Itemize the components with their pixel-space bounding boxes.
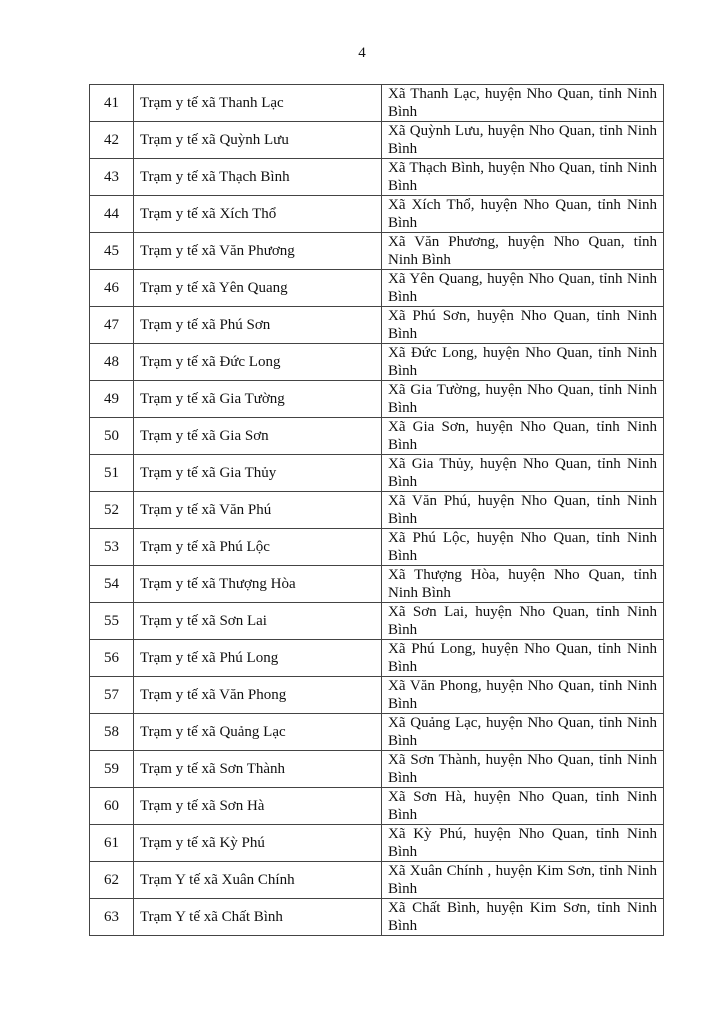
station-name-cell: Trạm y tế xã Thạch Bình bbox=[134, 159, 382, 196]
table-body bbox=[90, 85, 664, 936]
station-address-cell: Xã Phú Sơn, huyện Nho Quan, tỉnh Ninh Bình bbox=[382, 307, 664, 344]
row-number-cell: 61 bbox=[90, 825, 134, 862]
station-name-cell: Trạm y tế xã Sơn Hà bbox=[134, 788, 382, 825]
row-number-cell: 53 bbox=[90, 529, 134, 566]
station-name-cell: Trạm y tế xã Phú Long bbox=[134, 640, 382, 677]
station-name-cell: Trạm Y tế xã Xuân Chính bbox=[134, 862, 382, 899]
station-address-cell: Xã Sơn Lai, huyện Nho Quan, tỉnh Ninh Bình bbox=[382, 603, 664, 640]
station-name-cell: Trạm y tế xã Gia Tường bbox=[134, 381, 382, 418]
station-address-cell: Xã Thượng Hòa, huyện Nho Quan, tỉnh Ninh Bình bbox=[382, 566, 664, 603]
station-name-cell: Trạm y tế xã Sơn Thành bbox=[134, 751, 382, 788]
row-number-cell: 49 bbox=[90, 381, 134, 418]
row-number-cell: 41 bbox=[90, 85, 134, 122]
table-row bbox=[90, 270, 664, 307]
table-row bbox=[90, 344, 664, 381]
table-row bbox=[90, 455, 664, 492]
row-number-cell: 56 bbox=[90, 640, 134, 677]
row-number-cell: 60 bbox=[90, 788, 134, 825]
station-name-cell: Trạm y tế xã Văn Phú bbox=[134, 492, 382, 529]
station-name-cell: Trạm y tế xã Quỳnh Lưu bbox=[134, 122, 382, 159]
station-address-cell: Xã Gia Sơn, huyện Nho Quan, tỉnh Ninh Bình bbox=[382, 418, 664, 455]
station-name-cell: Trạm y tế xã Văn Phong bbox=[134, 677, 382, 714]
station-name-cell: Trạm y tế xã Quảng Lạc bbox=[134, 714, 382, 751]
row-number-cell: 62 bbox=[90, 862, 134, 899]
station-name-cell: Trạm y tế xã Đức Long bbox=[134, 344, 382, 381]
station-name-cell: Trạm y tế xã Gia Thủy bbox=[134, 455, 382, 492]
table-row bbox=[90, 122, 664, 159]
table-row bbox=[90, 714, 664, 751]
station-name-cell: Trạm y tế xã Xích Thổ bbox=[134, 196, 382, 233]
table-row bbox=[90, 381, 664, 418]
station-address-cell: Xã Quỳnh Lưu, huyện Nho Quan, tỉnh Ninh Bình bbox=[382, 122, 664, 159]
row-number-cell: 44 bbox=[90, 196, 134, 233]
table-row bbox=[90, 640, 664, 677]
table-row bbox=[90, 788, 664, 825]
station-address-cell: Xã Thanh Lạc, huyện Nho Quan, tỉnh Ninh Bình bbox=[382, 85, 664, 122]
station-name-cell: Trạm y tế xã Kỳ Phú bbox=[134, 825, 382, 862]
table-row bbox=[90, 677, 664, 714]
station-name-cell: Trạm y tế xã Sơn Lai bbox=[134, 603, 382, 640]
station-name-cell: Trạm y tế xã Thượng Hòa bbox=[134, 566, 382, 603]
station-address-cell: Xã Xuân Chính , huyện Kim Sơn, tỉnh Ninh Bình bbox=[382, 862, 664, 899]
station-name-cell: Trạm y tế xã Yên Quang bbox=[134, 270, 382, 307]
station-name-cell: Trạm y tế xã Thanh Lạc bbox=[134, 85, 382, 122]
row-number-cell: 50 bbox=[90, 418, 134, 455]
table-row bbox=[90, 899, 664, 936]
station-name-cell: Trạm y tế xã Văn Phương bbox=[134, 233, 382, 270]
station-address-cell: Xã Gia Thủy, huyện Nho Quan, tỉnh Ninh Bình bbox=[382, 455, 664, 492]
table-row bbox=[90, 196, 664, 233]
station-address-cell: Xã Văn Phong, huyện Nho Quan, tỉnh Ninh Bình bbox=[382, 677, 664, 714]
row-number-cell: 54 bbox=[90, 566, 134, 603]
station-address-cell: Xã Kỳ Phú, huyện Nho Quan, tỉnh Ninh Bình bbox=[382, 825, 664, 862]
row-number-cell: 47 bbox=[90, 307, 134, 344]
station-address-cell: Xã Văn Phú, huyện Nho Quan, tỉnh Ninh Bình bbox=[382, 492, 664, 529]
station-address-cell: Xã Xích Thổ, huyện Nho Quan, tỉnh Ninh Bình bbox=[382, 196, 664, 233]
row-number-cell: 52 bbox=[90, 492, 134, 529]
table-row bbox=[90, 233, 664, 270]
table-row bbox=[90, 492, 664, 529]
row-number-cell: 48 bbox=[90, 344, 134, 381]
station-address-cell: Xã Đức Long, huyện Nho Quan, tỉnh Ninh Bình bbox=[382, 344, 664, 381]
table-row bbox=[90, 418, 664, 455]
station-address-cell: Xã Chất Bình, huyện Kim Sơn, tỉnh Ninh Bình bbox=[382, 899, 664, 936]
station-address-cell: Xã Văn Phương, huyện Nho Quan, tỉnh Ninh Bình bbox=[382, 233, 664, 270]
station-address-cell: Xã Yên Quang, huyện Nho Quan, tỉnh Ninh Bình bbox=[382, 270, 664, 307]
row-number-cell: 51 bbox=[90, 455, 134, 492]
table-row bbox=[90, 85, 664, 122]
page-number: 4 bbox=[358, 45, 366, 61]
row-number-cell: 59 bbox=[90, 751, 134, 788]
table-row bbox=[90, 603, 664, 640]
health-station-table bbox=[89, 84, 664, 936]
station-address-cell: Xã Quảng Lạc, huyện Nho Quan, tỉnh Ninh Bình bbox=[382, 714, 664, 751]
table-row bbox=[90, 862, 664, 899]
table-row bbox=[90, 825, 664, 862]
station-address-cell: Xã Sơn Hà, huyện Nho Quan, tỉnh Ninh Bình bbox=[382, 788, 664, 825]
row-number-cell: 58 bbox=[90, 714, 134, 751]
station-name-cell: Trạm y tế xã Phú Sơn bbox=[134, 307, 382, 344]
table-row bbox=[90, 751, 664, 788]
station-address-cell: Xã Thạch Bình, huyện Nho Quan, tỉnh Ninh Bình bbox=[382, 159, 664, 196]
row-number-cell: 45 bbox=[90, 233, 134, 270]
row-number-cell: 46 bbox=[90, 270, 134, 307]
row-number-cell: 55 bbox=[90, 603, 134, 640]
table-row bbox=[90, 529, 664, 566]
station-address-cell: Xã Gia Tường, huyện Nho Quan, tỉnh Ninh Bình bbox=[382, 381, 664, 418]
station-address-cell: Xã Sơn Thành, huyện Nho Quan, tỉnh Ninh Bình bbox=[382, 751, 664, 788]
station-address-cell: Xã Phú Lộc, huyện Nho Quan, tỉnh Ninh Bình bbox=[382, 529, 664, 566]
row-number-cell: 42 bbox=[90, 122, 134, 159]
station-address-cell: Xã Phú Long, huyện Nho Quan, tỉnh Ninh Bình bbox=[382, 640, 664, 677]
station-name-cell: Trạm Y tế xã Chất Bình bbox=[134, 899, 382, 936]
station-name-cell: Trạm y tế xã Phú Lộc bbox=[134, 529, 382, 566]
station-name-cell: Trạm y tế xã Gia Sơn bbox=[134, 418, 382, 455]
table-row bbox=[90, 566, 664, 603]
row-number-cell: 57 bbox=[90, 677, 134, 714]
table-row bbox=[90, 307, 664, 344]
row-number-cell: 63 bbox=[90, 899, 134, 936]
row-number-cell: 43 bbox=[90, 159, 134, 196]
table-row bbox=[90, 159, 664, 196]
